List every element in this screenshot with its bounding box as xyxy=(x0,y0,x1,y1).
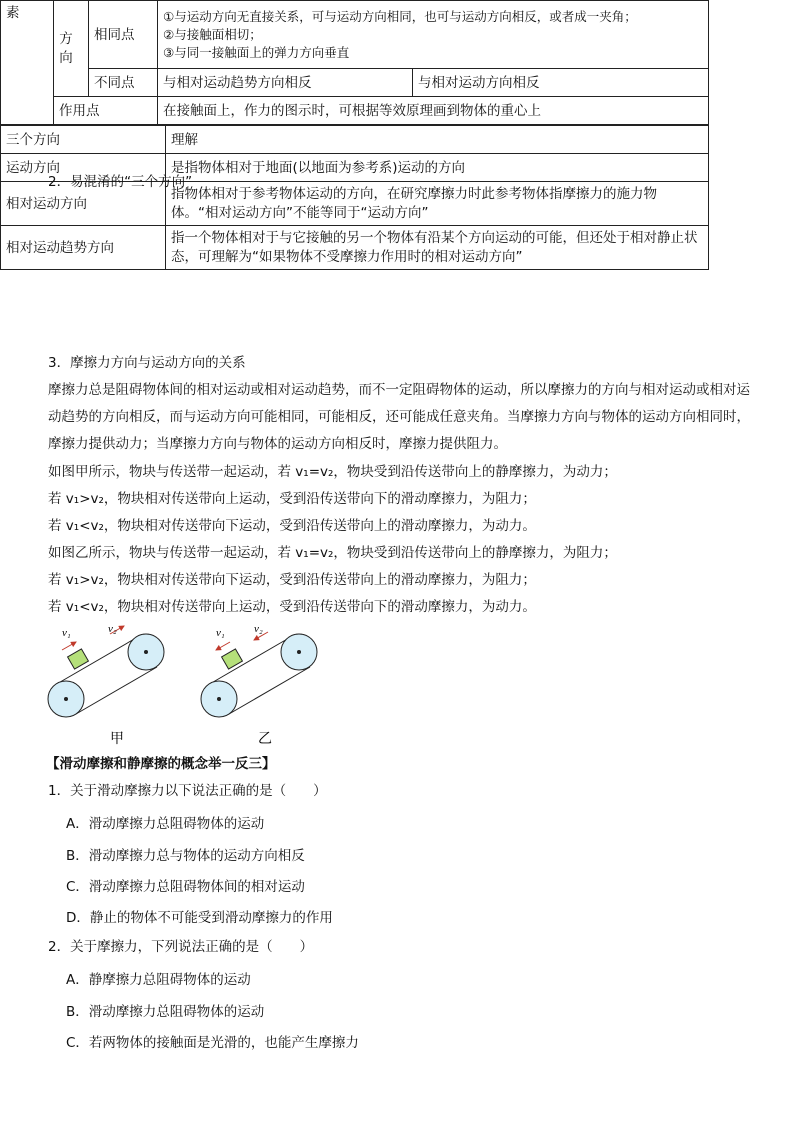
same-label: 相同点 xyxy=(89,1,158,69)
label-v2-right: v₂ xyxy=(254,623,263,635)
fig-line-2: 若 v₁>v₂，物块相对传送带向上运动，受到沿传送带向下的滑动摩擦力，为阻力； xyxy=(48,491,536,507)
exercise-title: 【滑动摩擦和静摩擦的概念举一反三】 xyxy=(46,756,276,772)
q1-option-b[interactable]: B．滑动摩擦力总与物体的运动方向相反 xyxy=(66,848,305,864)
block-left xyxy=(68,649,89,669)
diff-sliding: 与相对运动方向相反 xyxy=(413,69,709,97)
t2-header-desc: 理解 xyxy=(166,126,709,154)
caption-left: 甲 xyxy=(110,731,124,747)
t2-row2-desc: 指物体相对于参考物体运动的方向，在研究摩擦力时此参考物体指摩擦力的施力物体。“相对运动方向”不能等同于“运动方向” xyxy=(166,182,709,226)
block-right xyxy=(222,649,243,669)
same-item-1: ①与运动方向无直接关系，可与运动方向相同，也可与运动方向相反，或者成一夹角； xyxy=(163,8,637,24)
label-v1-right: v₁ xyxy=(216,627,225,639)
three-directions-table xyxy=(0,125,709,270)
fig-line-1: 如图甲所示，物块与传送带一起运动，若 v₁=v₂，物块受到沿传送带向上的静摩擦力，为动力； xyxy=(48,464,617,480)
t2-row3-term: 相对运动趋势方向 xyxy=(1,226,166,270)
direction-label: 方向 xyxy=(59,30,73,66)
conveyor-right xyxy=(201,623,317,747)
diff-label: 不同点 xyxy=(89,69,158,97)
t2-row2-term: 相对运动方向 xyxy=(1,182,166,226)
arrow-v1-left xyxy=(62,642,76,650)
fig-line-4: 如图乙所示，物块与传送带一起运动，若 v₁=v₂，物块受到沿传送带向上的静摩擦力，为阻力； xyxy=(48,545,617,561)
label-v2-left: v₂ xyxy=(108,623,117,635)
t2-row1-term: 运动方向 xyxy=(1,154,166,182)
same-item-2: ②与接触面相切； xyxy=(163,26,262,42)
fig-line-3: 若 v₁<v₂，物块相对传送带向下运动，受到沿传送带向上的滑动摩擦力，为动力。 xyxy=(48,518,536,534)
q2-option-a[interactable]: A．静摩擦力总阻碍物体的运动 xyxy=(66,972,251,988)
point-text: 在接触面上，作力的图示时，可根据等效原理画到物体的重心上 xyxy=(158,97,709,125)
conveyor-left xyxy=(48,623,164,747)
t2-row1-desc: 是指物体相对于地面(以地面为参考系)运动的方向 xyxy=(166,154,709,182)
q1-stem: 1．关于滑动摩擦力以下说法正确的是（ ） xyxy=(48,783,327,799)
label-v1-left: v₁ xyxy=(62,627,71,639)
fig-line-5: 若 v₁>v₂，物块相对传送带向下运动，受到沿传送带向上的滑动摩擦力，为阻力； xyxy=(48,572,536,588)
q1-option-c[interactable]: C．滑动摩擦力总阻碍物体间的相对运动 xyxy=(66,879,305,895)
friction-direction-table xyxy=(0,0,709,125)
section3-title: 3．摩擦力方向与运动方向的关系 xyxy=(48,355,246,371)
q2-option-c[interactable]: C．若两物体的接触面是光滑的，也能产生摩擦力 xyxy=(66,1035,359,1051)
section2-title: 2．易混淆的“三个方向” xyxy=(48,174,193,190)
q1-option-a[interactable]: A．滑动摩擦力总阻碍物体的运动 xyxy=(66,816,265,832)
caption-right: 乙 xyxy=(258,731,272,747)
element-cell: 素 xyxy=(1,1,54,125)
t2-row3-desc: 指一个物体相对于与它接触的另一个物体有沿某个方向运动的可能，但还处于相对静止状态，可理解为“如果物体不受摩擦力作用时的相对运动方向” xyxy=(166,226,709,270)
diff-static: 与相对运动趋势方向相反 xyxy=(158,69,413,97)
same-item-3: ③与同一接触面上的弹力方向垂直 xyxy=(163,44,350,60)
fig-line-6: 若 v₁<v₂，物块相对传送带向上运动，受到沿传送带向下的滑动摩擦力，为动力。 xyxy=(48,599,536,615)
same-content xyxy=(158,1,709,69)
q1-option-d[interactable]: D．静止的物体不可能受到滑动摩擦力的作用 xyxy=(66,910,333,926)
direction-cell xyxy=(54,1,89,97)
section3-paragraph: 摩擦力总是阻碍物体间的相对运动或相对运动趋势，而不一定阻碍物体的运动，所以摩擦力的方向与相对运动或相对运动趋势的方向相反，而与运动方向可能相同，可能相反，还可能成任意夹角。当摩擦力方向与物体的运动方向相同时，摩擦力提供动力；当摩擦力方向与物体的运动方向相反时，摩擦力提供阻力。 xyxy=(48,382,750,452)
q2-stem: 2．关于摩擦力，下列说法正确的是（ ） xyxy=(48,939,314,955)
q2-option-b[interactable]: B．滑动摩擦力总阻碍物体的运动 xyxy=(66,1004,265,1020)
conveyor-diagrams xyxy=(40,622,340,750)
point-label: 作用点 xyxy=(54,97,158,125)
t2-header-term: 三个方向 xyxy=(1,126,166,154)
arrow-v1-right xyxy=(216,642,230,650)
